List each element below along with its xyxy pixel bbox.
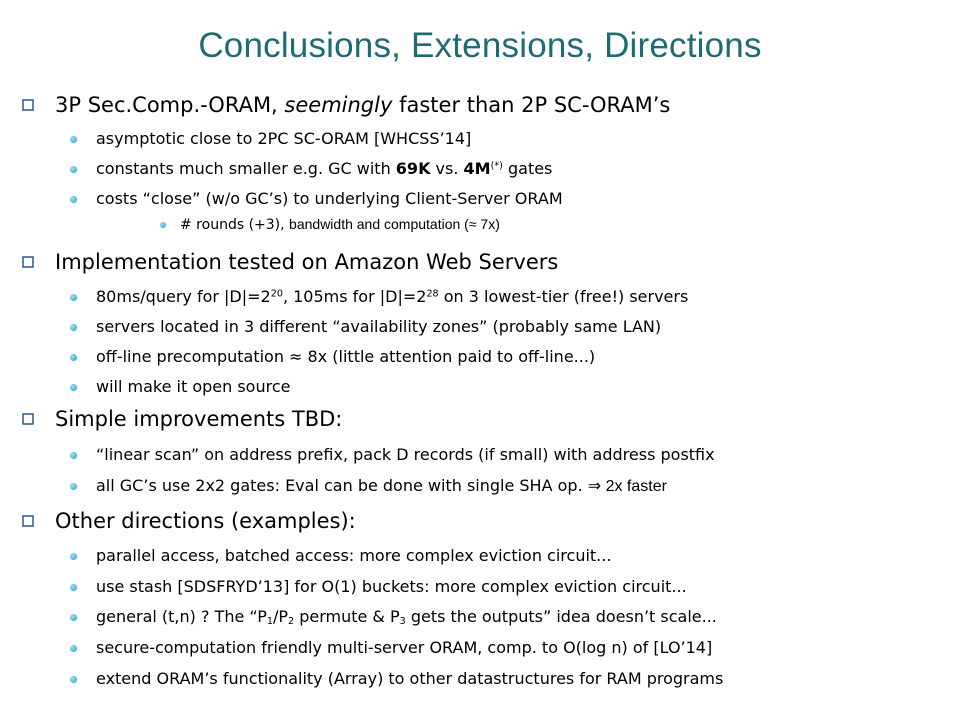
bullet-icon (70, 324, 77, 331)
list-item-text: off-line precomputation ≈ 8x (little attention paid to off-line...) (96, 347, 596, 366)
list-item-text: vs. (430, 159, 464, 178)
bullet-icon (70, 645, 77, 652)
bullet-icon (70, 196, 77, 203)
list-item-text: gets the outputs” idea doesn’t scale... (405, 607, 717, 626)
bullet-icon (70, 614, 77, 621)
list-item-text: permute & P (294, 607, 400, 626)
list-item-text-faster: ⇒ 2x faster (587, 478, 667, 495)
subscript-3: 3 (399, 615, 406, 627)
bullet-icon (70, 294, 77, 301)
bullet-icon (70, 553, 77, 560)
bullet-icon (70, 483, 77, 490)
bullet-icon (70, 136, 77, 143)
bullet-icon (70, 584, 77, 591)
hollow-square-bullet-icon (22, 413, 34, 425)
heading-text-b: faster than 2P SC-ORAM’s (392, 93, 671, 117)
footnote-marker: (*) (490, 160, 503, 172)
bullet-icon (70, 166, 77, 173)
list-item-text: use stash [SDSFRYD’13] for O(1) buckets: more complex eviction circuit... (96, 577, 687, 596)
sub-item-text-bandwidth: bandwidth and computation (≈ 7x) (289, 216, 500, 232)
list-item-text: secure-computation friendly multi-server ORAM, comp. to O(log n) of [LO’14] (96, 638, 713, 657)
section-heading-text: Implementation tested on Amazon Web Servers (55, 250, 559, 274)
hollow-square-bullet-icon (22, 99, 34, 111)
section-heading-text: Simple improvements TBD: (55, 407, 343, 431)
list-item-text: /P (272, 607, 288, 626)
list-item-text: costs “close” (w/o GC’s) to underlying Client-Server ORAM (96, 189, 563, 208)
list-item-text: , 105ms for |D|=2 (282, 287, 427, 306)
list-item-text: on 3 lowest-tier (free!) servers (438, 287, 689, 306)
list-item-text: 80ms/query for |D|=2 (96, 287, 271, 306)
list-item-text: all GC’s use 2x2 gates: Eval can be done with single SHA op. (96, 476, 588, 495)
bullet-icon (70, 384, 77, 391)
list-item-text: general (t,n) ? The “P (96, 607, 267, 626)
heading-text-emphasis: seemingly (284, 93, 393, 117)
list-item-text: will make it open source (96, 377, 291, 396)
subscript-2: 2 (288, 615, 295, 627)
bullet-icon (160, 222, 166, 228)
exponent-28: 28 (426, 288, 439, 300)
gate-count-4m: 4M (463, 159, 491, 178)
subscript-1: 1 (266, 615, 273, 627)
hollow-square-bullet-icon (22, 256, 34, 268)
slide-title: Conclusions, Extensions, Directions (198, 26, 762, 65)
list-item-text: parallel access, batched access: more complex eviction circuit... (96, 546, 612, 565)
list-item-text: asymptotic close to 2PC SC-ORAM [WHCSS’14] (96, 129, 472, 148)
list-item-text: constants much smaller e.g. GC with (96, 159, 396, 178)
list-item-text: gates (502, 159, 553, 178)
list-item-text: extend ORAM’s functionality (Array) to other datastructures for RAM programs (96, 669, 724, 688)
bullet-icon (70, 354, 77, 361)
gate-count-69k: 69K (395, 159, 431, 178)
bullet-icon (70, 676, 77, 683)
exponent-20: 20 (270, 288, 283, 300)
bullet-icon (70, 452, 77, 459)
list-item-text: “linear scan” on address prefix, pack D records (if small) with address postfix (96, 445, 715, 464)
list-item-text: servers located in 3 different “availability zones” (probably same LAN) (96, 317, 662, 336)
section-heading-text: Other directions (examples): (55, 509, 356, 533)
sub-item-text-rounds: # rounds (+3), (180, 217, 290, 233)
hollow-square-bullet-icon (22, 515, 34, 527)
heading-text-a: 3P Sec.Comp.-ORAM, (55, 93, 285, 117)
